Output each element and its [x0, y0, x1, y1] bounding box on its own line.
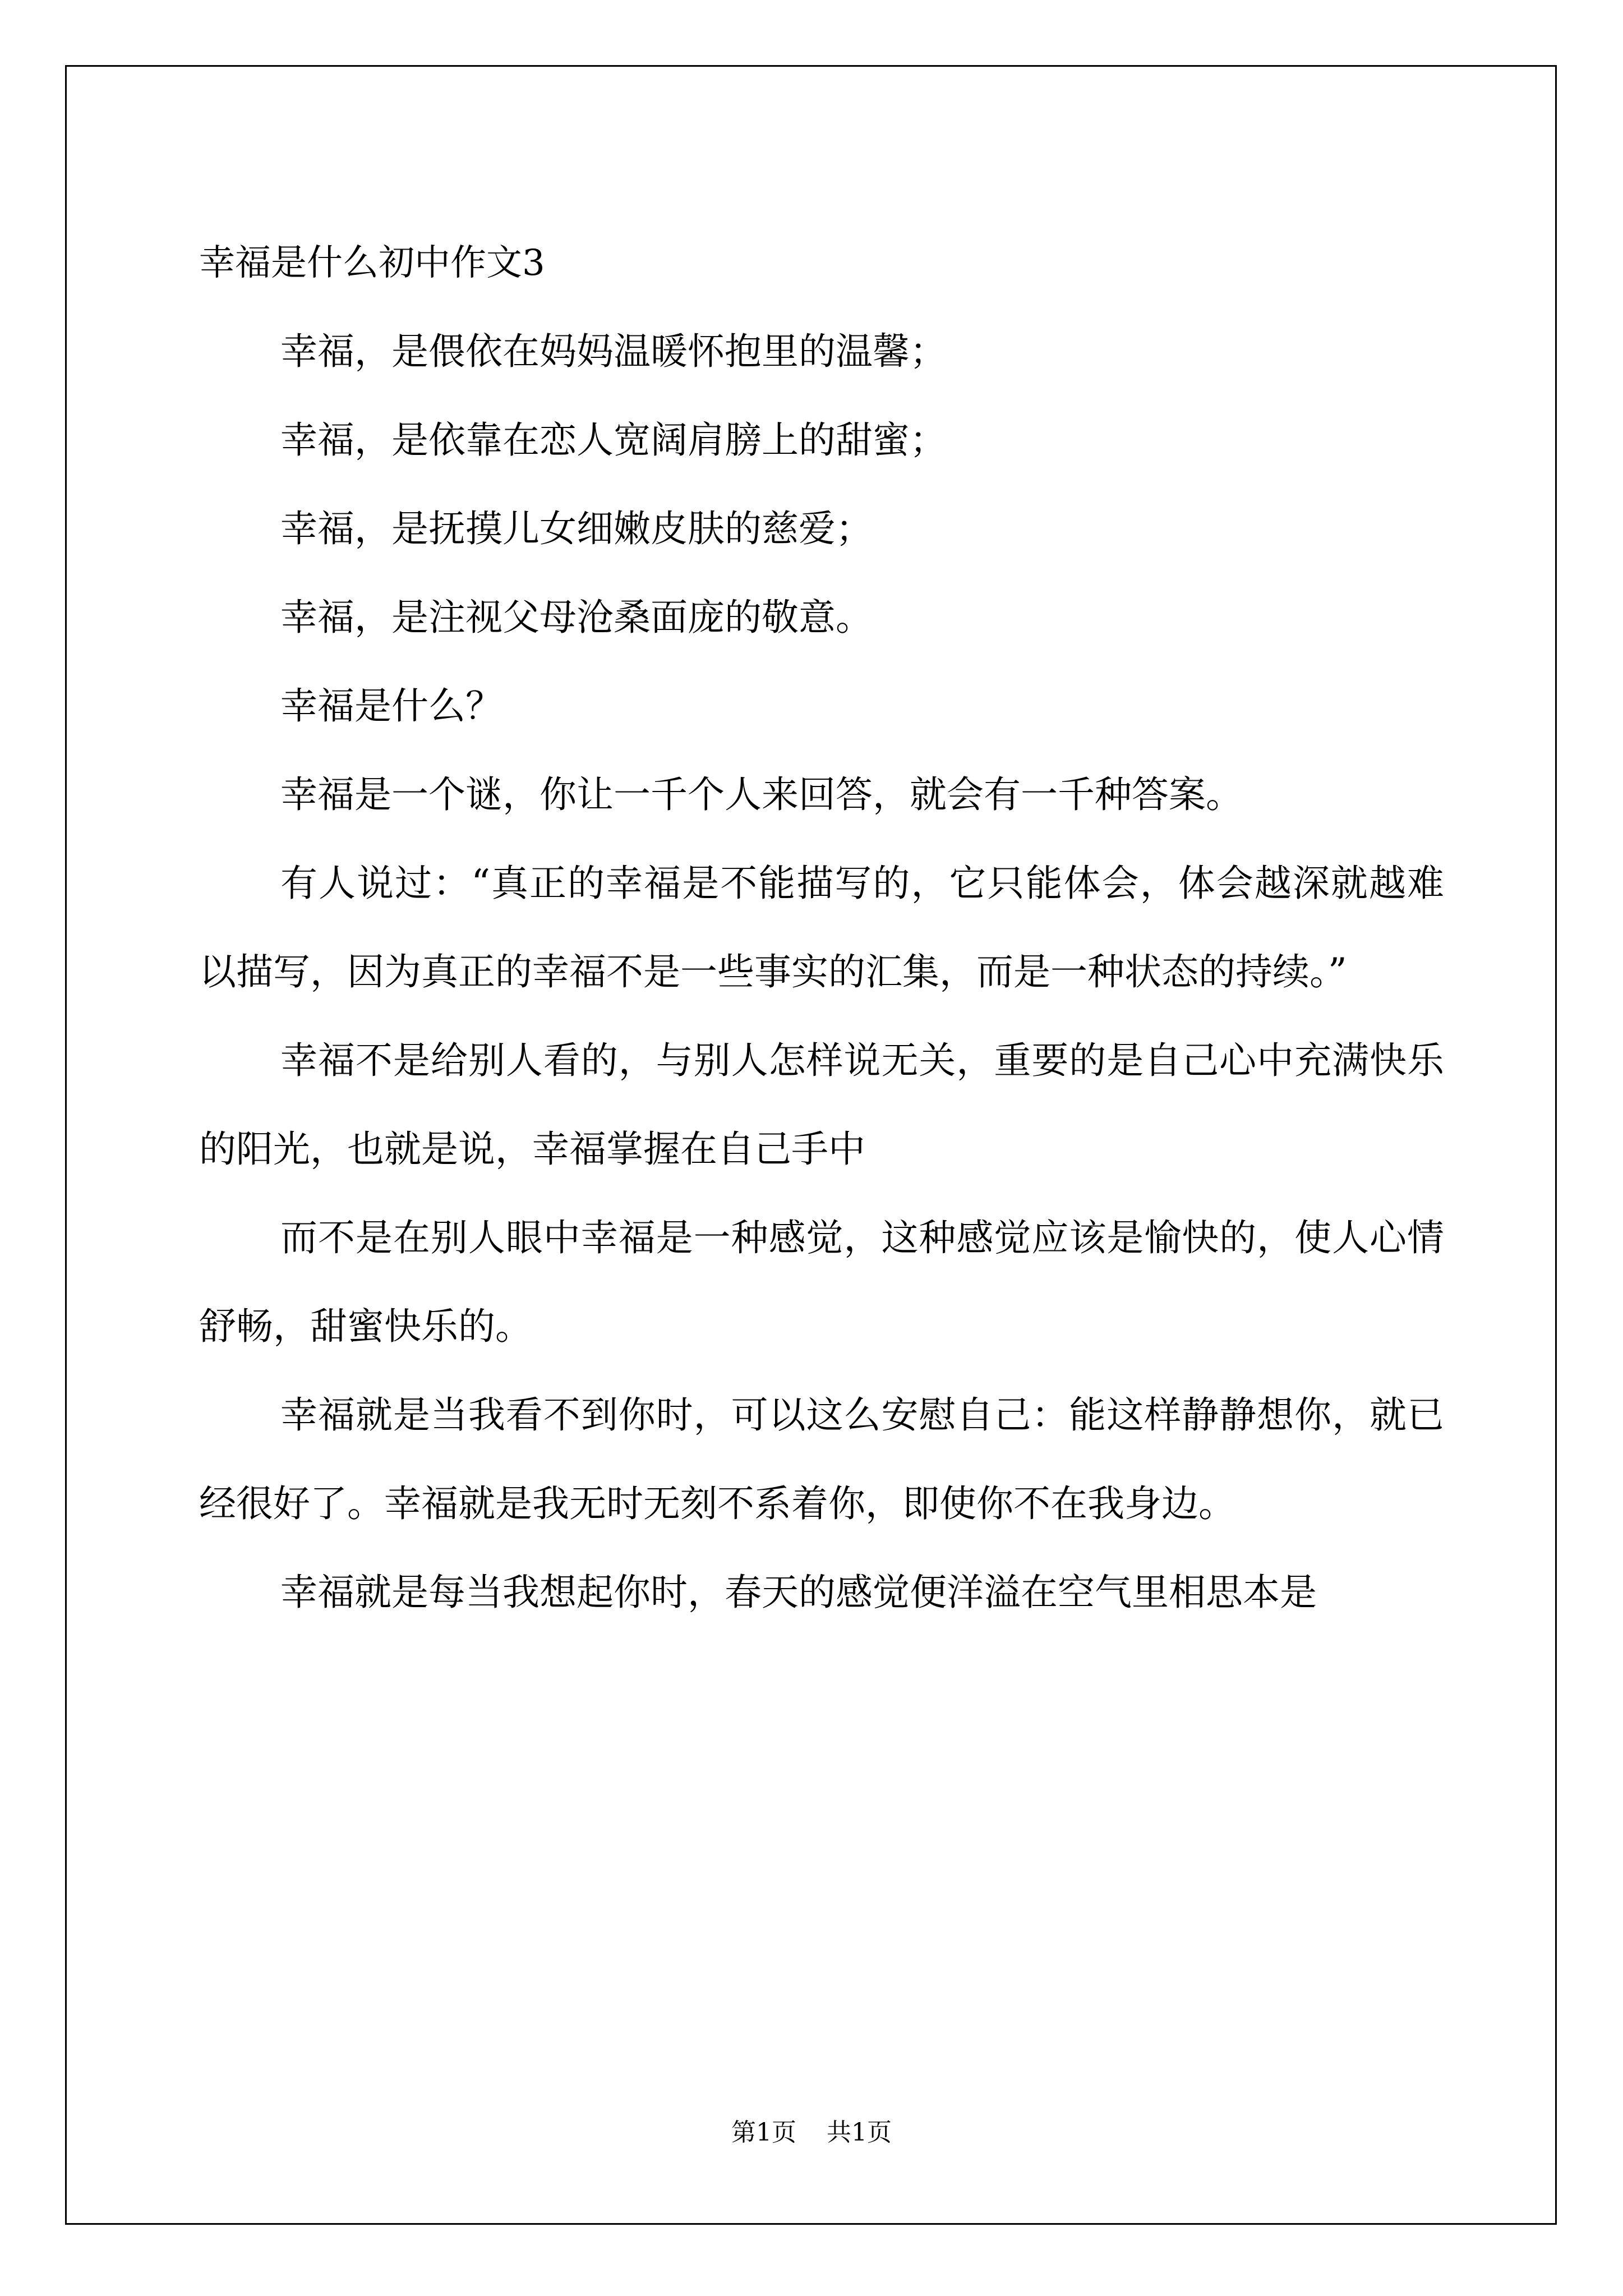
page-total: 共1页	[827, 2118, 892, 2147]
paragraph: 幸福就是当我看不到你时，可以这么安慰自己：能这样静静想你，就已经很好了。幸福就是我无时无刻不系着你，即使你不在我身边。	[199, 1393, 1444, 1525]
paragraph: 而不是在别人眼中幸福是一种感觉，这种感觉应该是愉快的，使人心情舒畅，甜蜜快乐的。	[199, 1216, 1444, 1348]
paragraph: 幸福，是抚摸儿女细嫩皮肤的慈爱；	[280, 507, 873, 550]
paragraph: 幸福是一个谜，你让一千个人来回答，就会有一千种答案。	[280, 773, 1243, 816]
paragraph: 幸福，是偎依在妈妈温暖怀抱里的温馨；	[280, 330, 947, 373]
paragraph: 幸福，是依靠在恋人宽阔肩膀上的甜蜜；	[280, 418, 947, 462]
page-number: 第1页	[731, 2118, 796, 2147]
paragraph: 幸福是什么？	[280, 684, 502, 728]
document-title: 幸福是什么初中作文3	[199, 242, 545, 284]
paragraph: 幸福，是注视父母沧桑面庞的敬意。	[280, 596, 873, 639]
page-footer	[0, 2112, 1623, 2148]
paragraph: 有人说过：“真正的幸福是不能描写的，它只能体会，体会越深就越难以描写，因为真正的幸福不是一些事实的汇集，而是一种状态的持续。”	[199, 862, 1444, 993]
paragraph: 幸福不是给别人看的，与别人怎样说无关，重要的是自己心中充满快乐的阳光，也就是说，幸福掌握在自己手中	[199, 1039, 1444, 1171]
document-body	[199, 219, 1444, 1637]
paragraph: 幸福就是每当我想起你时，春天的感觉便洋溢在空气里相思本是	[280, 1571, 1317, 1614]
